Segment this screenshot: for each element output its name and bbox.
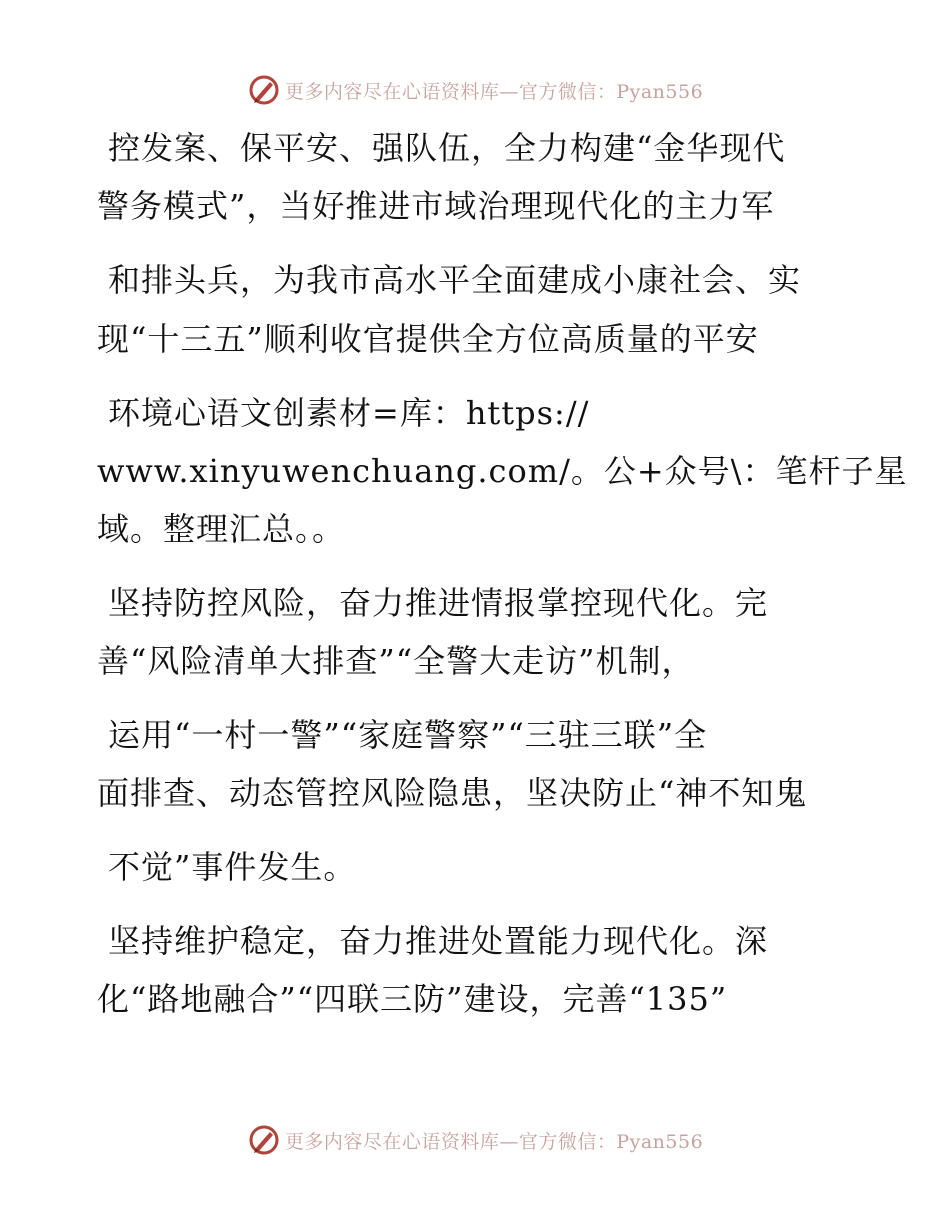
pen-logo-icon xyxy=(247,73,281,107)
pen-logo-icon xyxy=(247,1123,281,1157)
header-banner-text: 更多内容尽在心语资料库—官方微信：Pyan556 xyxy=(284,80,704,103)
text-line: 域。整理汇总。。 xyxy=(97,510,346,548)
text-line: 面排查、动态管控风险隐患，坚决防止“神不知鬼 xyxy=(97,774,808,812)
text-line: 现“十三五”顺利收官提供全方位高质量的平安 xyxy=(97,320,759,358)
header-banner xyxy=(0,70,950,110)
text-line: 警务模式”，当好推进市域治理现代化的主力军 xyxy=(97,187,775,225)
text-line: 善“风险清单大排查”“全警大走访”机制， xyxy=(97,642,695,680)
text-line: 坚持维护稳定，奋力推进处置能力现代化。深 xyxy=(108,922,769,960)
text-line: 坚持防控风险，奋力推进情报掌控现代化。完 xyxy=(108,584,769,622)
text-line: 环境心语文创素材=库：https:// xyxy=(108,394,590,432)
text-line: 和排头兵，为我市高水平全面建成小康社会、实 xyxy=(108,261,802,299)
text-line: 不觉”事件发生。 xyxy=(108,848,357,886)
text-line: www.xinyuwenchuang.com/。公+众号\：笔杆子星 xyxy=(97,452,908,490)
text-line: 化“路地融合”“四联三防”建设，完善“135” xyxy=(97,980,728,1018)
footer-banner xyxy=(0,1120,950,1160)
text-line: 运用“一村一警”“家庭警察”“三驻三联”全 xyxy=(108,716,708,754)
text-line: 控发案、保平安、强队伍，全力构建“金华现代 xyxy=(108,129,786,167)
footer-banner-text: 更多内容尽在心语资料库—官方微信：Pyan556 xyxy=(284,1130,704,1153)
